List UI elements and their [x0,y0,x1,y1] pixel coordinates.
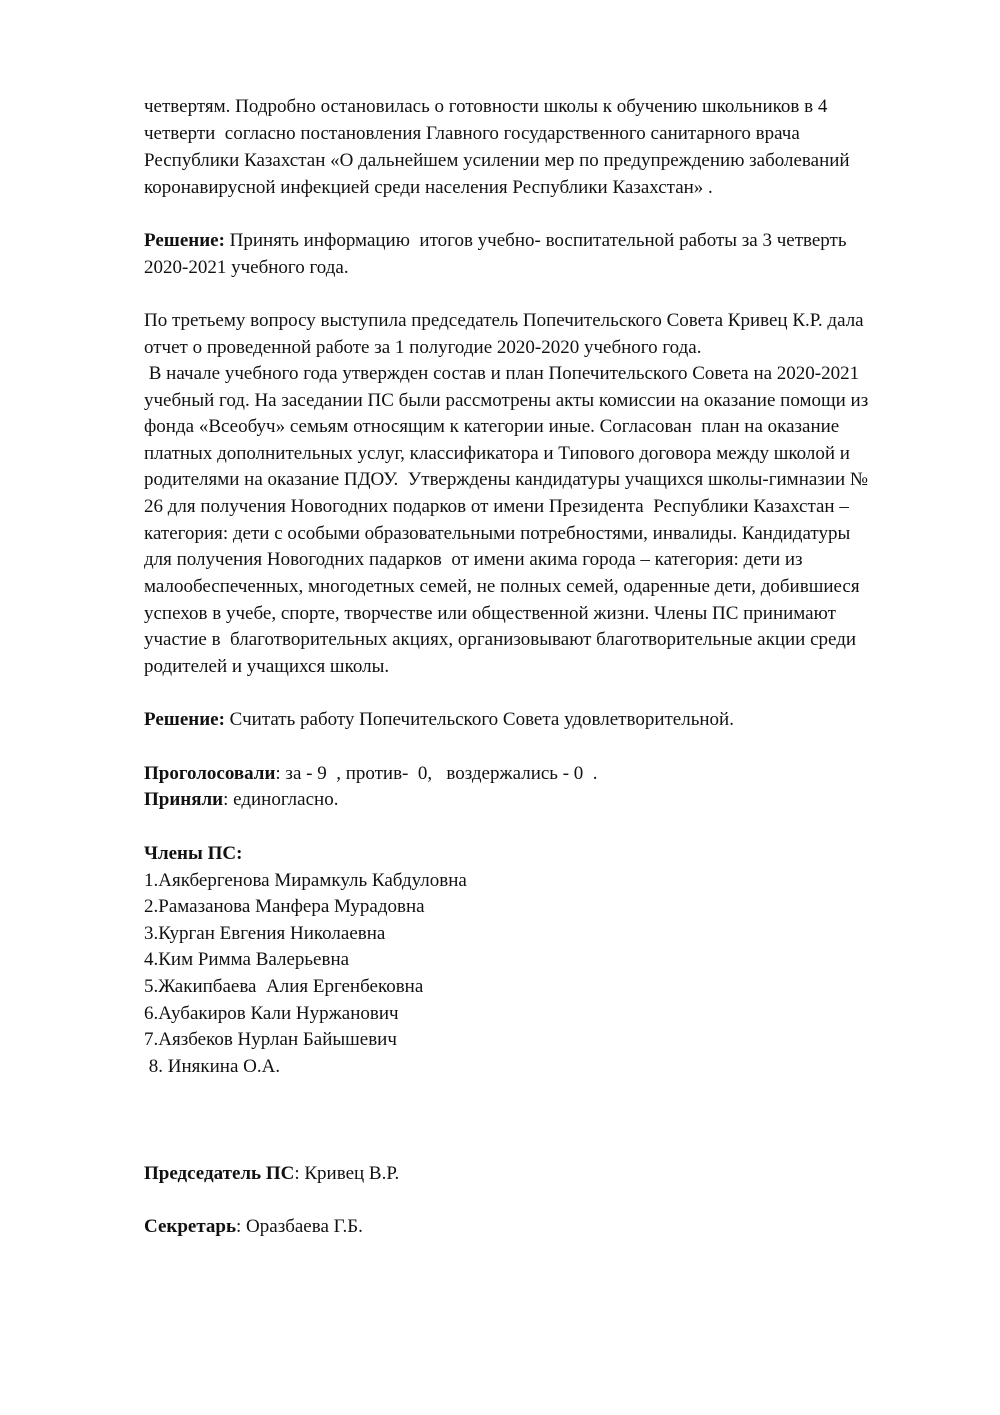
member-item: 8. Инякина О.А. [144,1056,281,1077]
decision-1-line-2: 2020-2021 учебного года. [144,257,349,278]
decision-2-text: Считать работу Попечительского Совета удовлетворительной. [224,709,734,730]
paragraph-2-line: для получения Новогодних падарков от имени акима города – категория: дети из [144,549,803,570]
paragraph-2-line: участие в благотворительных акциях, организовывают благотворительные акции среди [144,629,857,650]
paragraph-1-line: четверти согласно постановления Главного государственного санитарного врача [144,123,800,144]
chairman-name: : Кривец В.Р. [294,1163,400,1184]
paragraph-2-line: успехов в учебе, спорте, творчестве или общественной жизни. Члены ПС принимают [144,603,836,624]
member-item: 6.Аубакиров Кали Нуржанович [144,1003,399,1024]
accepted-label: Приняли [144,789,224,810]
paragraph-2-line: родителей и учащихся школы. [144,656,390,677]
decision-1-text: Принять информацию итогов учебно- воспитательной работы за 3 четверть [224,230,847,251]
decision-1-line [144,228,847,254]
paragraph-2-line: учебный год. На заседании ПС были рассмотрены акты комиссии на оказание помощи из [144,390,869,411]
paragraph-1-line: Республики Казахстан «О дальнейшем усилении мер по предупреждению заболеваний [144,150,850,171]
paragraph-1-line: коронавирусной инфекцией среди населения Республики Казахстан» . [144,177,713,198]
paragraph-2-line: фонда «Всеобуч» семьям относящим к категории иные. Согласован план на оказание [144,416,840,437]
secretary-name: : Оразбаева Г.Б. [236,1216,363,1237]
chairman-line [144,1161,399,1187]
chairman-label: Председатель ПС [144,1163,295,1184]
paragraph-1-line: четвертям. Подробно остановилась о готовности школы к обучению школьников в 4 [144,96,828,117]
voting-label: Проголосовали [144,763,276,784]
decision-2-line [144,707,734,733]
accepted-text: : единогласно. [223,789,339,810]
secretary-label: Секретарь [144,1216,237,1237]
paragraph-2-line: 26 для получения Новогодних подарков от имени Президента Республики Казахстан – [144,496,849,517]
paragraph-2-line: категория: дети с особыми образовательными потребностями, инвалиды. Кандидатуры [144,523,851,544]
member-item: 3.Курган Евгения Николаевна [144,923,386,944]
accepted-line [144,787,338,813]
paragraph-2-line: малообеспеченных, многодетных семей, не полных семей, одаренные дети, добившиеся [144,576,860,597]
paragraph-2-line: родителями на оказание ПДОУ. Утверждены кандидатуры учащихся школы-гимназии № [144,469,869,490]
member-item: 1.Аякбергенова Мирамкуль Кабдуловна [144,870,467,891]
member-item: 4.Ким Римма Валерьевна [144,949,350,970]
secretary-line [144,1214,363,1240]
voting-text: : за - 9 , против- 0, воздержались - 0 . [275,763,598,784]
members-heading: Члены ПС: [144,843,243,864]
member-item: 5.Жакипбаева Алия Ергенбековна [144,976,424,997]
paragraph-2-line: По третьему вопросу выступила председатель Попечительского Совета Кривец К.Р. дала [144,310,864,331]
paragraph-2-line: В начале учебного года утвержден состав и план Попечительского Совета на 2020-2021 [144,363,860,384]
paragraph-2-line: отчет о проведенной работе за 1 полугодие 2020-2020 учебного года. [144,337,702,358]
paragraph-2-line: платных дополнительных услуг, классификатора и Типового договора между школой и [144,443,850,464]
member-item: 2.Рамазанова Манфера Мурадовна [144,896,425,917]
decision-2-label: Решение: [144,709,225,730]
voting-line [144,761,598,787]
member-item: 7.Аязбеков Нурлан Байышевич [144,1029,397,1050]
decision-1-label: Решение: [144,230,225,251]
